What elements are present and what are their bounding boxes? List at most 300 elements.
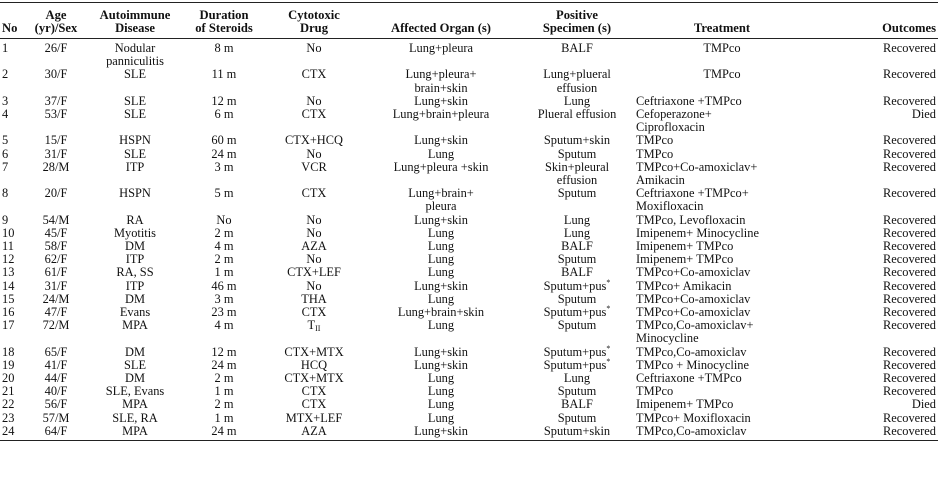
cell-treatment — [634, 68, 810, 94]
cell-drug — [266, 425, 362, 441]
treatment-text: TMPco,Co-amoxiclav+ — [636, 318, 754, 333]
cell-age — [24, 108, 88, 134]
disease-text: SLE — [123, 146, 147, 161]
disease-text: MPA — [122, 423, 148, 438]
outcome-text: Recovered — [883, 41, 936, 55]
disease-text: DM — [125, 371, 145, 386]
age-sex: 64/F — [44, 423, 68, 438]
organ-text: Lung — [427, 146, 455, 161]
specimen-text: Sputum+pus — [543, 278, 607, 293]
outcome-text: Recovered — [883, 133, 936, 148]
disease-text: RA, SS — [116, 265, 154, 280]
table-body — [0, 39, 938, 441]
table-row — [0, 161, 938, 187]
outcome-text: Died — [911, 397, 936, 412]
cell-duration — [182, 425, 266, 441]
specimen-text: BALF — [561, 239, 593, 254]
age-sex: 45/F — [44, 225, 68, 240]
treatment-text: TMPco — [636, 133, 674, 148]
duration-text: No — [216, 212, 232, 227]
header-disease: Autoimmune Disease — [88, 3, 182, 39]
cell-treatment — [634, 161, 810, 187]
specimen-text: Lung — [563, 93, 591, 108]
row-number: 20 — [2, 371, 15, 386]
treatment-text: Ceftriaxone +TMPco — [636, 371, 742, 386]
duration-text: 4 m — [214, 239, 234, 254]
header-no: No — [0, 3, 24, 39]
organ-text: Lung+skin — [414, 133, 468, 148]
outcome-text: Recovered — [883, 239, 936, 254]
cell-age — [24, 161, 88, 187]
disease-text: Myotitis — [114, 225, 156, 240]
specimen-text: Sputum — [557, 146, 597, 161]
duration-text: 5 m — [214, 186, 234, 201]
table-row — [0, 68, 938, 94]
specimen-text: Sputum — [557, 252, 597, 267]
cell-treatment — [634, 425, 810, 441]
disease-text: DM — [125, 344, 145, 359]
age-sex: 47/F — [44, 305, 68, 320]
outcome-text: Recovered — [883, 410, 936, 425]
treatment-text: Imipenem+ Minocycline — [636, 225, 759, 240]
specimen-text: Lung — [563, 371, 591, 386]
drug-text: CTX+MTX — [284, 344, 344, 359]
disease-text: SLE — [123, 357, 147, 372]
disease-text: panniculitis — [106, 54, 164, 69]
age-sex: 53/F — [44, 107, 68, 122]
specimen-text: Sputum — [557, 186, 597, 201]
disease-text: Evans — [119, 305, 151, 320]
cell-disease — [88, 161, 182, 187]
treatment-text: Cefoperazone+ — [636, 107, 712, 122]
drug-text: AZA — [301, 423, 327, 438]
cell-duration — [182, 108, 266, 134]
disease-text: RA — [126, 212, 144, 227]
age-sex: 58/F — [44, 239, 68, 254]
cell-treatment — [634, 187, 810, 213]
age-sex: 37/F — [44, 93, 68, 108]
disease-text: SLE, RA — [112, 410, 158, 425]
organ-text: Lung — [427, 291, 455, 306]
header-outcomes: Outcomes — [810, 3, 938, 39]
age-sex: 30/F — [44, 67, 68, 82]
row-number: 2 — [2, 67, 9, 82]
specimen-text: Sputum+pus — [543, 357, 607, 372]
cell-outcome — [810, 161, 938, 187]
cell-specimen — [520, 108, 634, 134]
outcome-text: Recovered — [883, 305, 936, 320]
duration-text: 2 m — [214, 371, 234, 386]
header-age: Age (yr)/Sex — [24, 3, 88, 39]
outcome-text: Recovered — [883, 186, 936, 201]
outcome-text: Recovered — [883, 371, 936, 386]
drug-text: CTX — [301, 67, 327, 82]
cell-no — [0, 425, 24, 441]
duration-text: 2 m — [214, 397, 234, 412]
cell-age — [24, 39, 88, 69]
outcome-text: Recovered — [883, 212, 936, 227]
cell-duration — [182, 161, 266, 187]
outcome-text: Recovered — [883, 159, 936, 174]
row-number: 14 — [2, 278, 15, 293]
organ-text: Lung+skin — [414, 423, 468, 438]
row-number: 11 — [2, 239, 14, 254]
duration-text: 1 m — [214, 384, 234, 399]
treatment-text: Imipenem+ TMPco — [636, 239, 734, 254]
organ-text: Lung+brain+pleura — [392, 107, 490, 122]
treatment-text: TMPco — [703, 67, 741, 82]
cell-duration — [182, 319, 266, 345]
outcome-text: Recovered — [883, 318, 936, 333]
treatment-text: TMPco+Co-amoxiclav — [636, 291, 751, 306]
row-number: 17 — [2, 318, 15, 333]
disease-text: MPA — [122, 318, 148, 333]
treatment-text: TMPco,Co-amoxiclav — [636, 344, 747, 359]
age-sex: 54/M — [42, 212, 70, 227]
table-row — [0, 39, 938, 69]
outcome-text: Recovered — [883, 344, 936, 359]
row-number: 18 — [2, 344, 15, 359]
duration-text: 2 m — [214, 252, 234, 267]
row-number: 1 — [2, 41, 9, 55]
duration-text: 3 m — [214, 291, 234, 306]
row-number: 16 — [2, 305, 15, 320]
specimen-text: BALF — [561, 41, 593, 55]
specimen-text: Sputum — [557, 318, 597, 333]
outcome-text: Recovered — [883, 252, 936, 267]
cell-drug — [266, 68, 362, 94]
drug-text: No — [306, 252, 322, 267]
age-sex: 28/M — [42, 159, 70, 174]
outcome-text: Recovered — [883, 265, 936, 280]
drug-text: CTX — [301, 305, 327, 320]
age-sex: 44/F — [44, 371, 68, 386]
cell-no — [0, 68, 24, 94]
specimen-text: Lung+plueral — [543, 67, 611, 82]
case-table — [0, 2, 938, 441]
drug-text: No — [306, 41, 322, 55]
cell-no — [0, 161, 24, 187]
cell-outcome — [810, 319, 938, 345]
table-row — [0, 425, 938, 441]
duration-text: 24 m — [211, 423, 237, 438]
drug-text: No — [306, 93, 322, 108]
row-number: 13 — [2, 265, 15, 280]
treatment-text: TMPco, Levofloxacin — [636, 212, 746, 227]
cell-duration — [182, 39, 266, 69]
organ-text: Lung — [427, 252, 455, 267]
age-sex: 65/F — [44, 344, 68, 359]
duration-text: 46 m — [211, 278, 237, 293]
cell-specimen — [520, 187, 634, 213]
drug-text: CTX+LEF — [287, 265, 341, 280]
disease-text: SLE — [123, 93, 147, 108]
drug-text: AZA — [301, 239, 327, 254]
outcome-text: Died — [911, 107, 936, 122]
specimen-text: Sputum — [557, 291, 597, 306]
organ-text: Lung — [427, 397, 455, 412]
cell-specimen — [520, 39, 634, 69]
treatment-text: Ceftriaxone +TMPco+ — [636, 186, 749, 201]
treatment-text: Ciprofloxacin — [636, 120, 705, 135]
row-number: 22 — [2, 397, 15, 412]
cell-outcome — [810, 108, 938, 134]
organ-text: Lung — [427, 265, 455, 280]
age-sex: 56/F — [44, 397, 68, 412]
organ-text: Lung+pleura — [408, 41, 474, 55]
treatment-text: Imipenem+ TMPco — [636, 252, 734, 267]
row-number: 24 — [2, 423, 15, 438]
drug-text: CTX+HCQ — [285, 133, 343, 148]
row-number: 4 — [2, 107, 9, 122]
row-number: 15 — [2, 291, 15, 306]
duration-text: 2 m — [214, 225, 234, 240]
cell-no — [0, 319, 24, 345]
row-number: 10 — [2, 225, 15, 240]
table-row — [0, 108, 938, 134]
disease-text: SLE, Evans — [105, 384, 165, 399]
footnote-asterisk: * — [606, 343, 611, 353]
cell-treatment — [634, 319, 810, 345]
cell-age — [24, 187, 88, 213]
treatment-text: Imipenem+ TMPco — [636, 397, 734, 412]
age-sex: 31/F — [44, 146, 68, 161]
duration-text: 1 m — [214, 265, 234, 280]
specimen-text: Sputum+pus — [543, 344, 607, 359]
treatment-text: Amikacin — [636, 173, 685, 188]
drug-text: HCQ — [300, 357, 328, 372]
row-number: 12 — [2, 252, 15, 267]
organ-text: Lung+skin — [414, 93, 468, 108]
header-duration: Duration of Steroids — [182, 3, 266, 39]
row-number: 5 — [2, 133, 9, 148]
disease-text: SLE — [123, 67, 147, 82]
cell-specimen — [520, 319, 634, 345]
row-number: 23 — [2, 410, 15, 425]
cell-disease — [88, 39, 182, 69]
duration-text: 6 m — [214, 107, 234, 122]
footnote-asterisk: * — [606, 356, 611, 366]
header-treatment: Treatment — [634, 3, 810, 39]
duration-text: 1 m — [214, 410, 234, 425]
cell-no — [0, 39, 24, 69]
treatment-text: TMPco+Co-amoxiclav+ — [636, 159, 758, 174]
disease-text: HSPN — [119, 133, 151, 148]
header-organ: Affected Organ (s) — [362, 3, 520, 39]
organ-text: brain+skin — [414, 80, 468, 95]
cell-duration — [182, 68, 266, 94]
disease-text: ITP — [125, 159, 145, 174]
duration-text: 11 m — [211, 67, 237, 82]
age-sex: 41/F — [44, 357, 68, 372]
treatment-text: TMPco+ Moxifloxacin — [636, 410, 751, 425]
organ-text: Lung+brain+ — [408, 186, 474, 201]
disease-text: ITP — [125, 252, 145, 267]
row-number: 9 — [2, 212, 9, 227]
disease-text: ITP — [125, 278, 145, 293]
footnote-asterisk: * — [606, 277, 611, 287]
table-row — [0, 319, 938, 345]
cell-outcome — [810, 425, 938, 441]
drug-text: THA — [301, 291, 327, 306]
drug-text: CTX — [301, 186, 327, 201]
treatment-text: TMPco+Co-amoxiclav — [636, 265, 751, 280]
organ-text: Lung+pleura+ — [405, 67, 477, 82]
cell-drug — [266, 108, 362, 134]
specimen-text: Sputum+skin — [543, 423, 611, 438]
outcome-text: Recovered — [883, 357, 936, 372]
cell-disease — [88, 425, 182, 441]
disease-text: Nodular — [114, 41, 156, 55]
duration-text: 3 m — [214, 159, 234, 174]
age-sex: 40/F — [44, 384, 68, 399]
disease-text: SLE — [123, 107, 147, 122]
outcome-text: Recovered — [883, 384, 936, 399]
cell-organ — [362, 161, 520, 187]
duration-text: 8 m — [214, 41, 234, 55]
organ-text: Lung+skin — [414, 212, 468, 227]
disease-text: HSPN — [119, 186, 151, 201]
cell-duration — [182, 187, 266, 213]
age-sex: 24/M — [42, 291, 70, 306]
age-sex: 72/M — [42, 318, 70, 333]
disease-text: DM — [125, 291, 145, 306]
organ-text: Lung+pleura +skin — [393, 159, 489, 174]
drug-text: VCR — [301, 159, 327, 174]
duration-text: 4 m — [214, 318, 234, 333]
organ-text: Lung — [427, 384, 455, 399]
treatment-text: Moxifloxacin — [636, 199, 704, 214]
specimen-text: Lung — [563, 225, 591, 240]
treatment-text: TMPco+Co-amoxiclav — [636, 305, 751, 320]
duration-text: 12 m — [211, 344, 237, 359]
drug-text: No — [306, 278, 322, 293]
organ-text: Lung — [427, 371, 455, 386]
drug-text: CTX — [301, 384, 327, 399]
drug-subscript: II — [315, 324, 321, 334]
header-drug: Cytotoxic Drug — [266, 3, 362, 39]
drug-text: No — [306, 212, 322, 227]
age-sex: 15/F — [44, 133, 68, 148]
organ-text: Lung — [427, 410, 455, 425]
disease-text: MPA — [122, 397, 148, 412]
treatment-text: Minocycline — [636, 331, 699, 346]
duration-text: 60 m — [211, 133, 237, 148]
organ-text: Lung — [427, 225, 455, 240]
specimen-text: BALF — [561, 265, 593, 280]
treatment-text: TMPco — [636, 384, 674, 399]
age-sex: 61/F — [44, 265, 68, 280]
specimen-text: effusion — [556, 173, 598, 188]
outcome-text: Recovered — [883, 67, 936, 82]
cell-specimen — [520, 161, 634, 187]
cell-drug — [266, 319, 362, 345]
cell-outcome — [810, 68, 938, 94]
organ-text: Lung — [427, 239, 455, 254]
cell-disease — [88, 68, 182, 94]
drug-text: CTX — [301, 107, 327, 122]
specimen-text: BALF — [561, 397, 593, 412]
treatment-text: TMPco + Minocycline — [636, 357, 749, 372]
cell-drug — [266, 187, 362, 213]
specimen-text: Plueral effusion — [537, 107, 617, 122]
cell-no — [0, 187, 24, 213]
cell-drug — [266, 161, 362, 187]
row-number: 8 — [2, 186, 9, 201]
cell-outcome — [810, 187, 938, 213]
drug-text: CTX+MTX — [284, 371, 344, 386]
specimen-text: Sputum+skin — [543, 133, 611, 148]
cell-disease — [88, 187, 182, 213]
age-sex: 26/F — [44, 41, 68, 55]
specimen-text: Sputum — [557, 410, 597, 425]
organ-text: Lung+skin — [414, 344, 468, 359]
drug-text: No — [306, 146, 322, 161]
cell-drug — [266, 39, 362, 69]
cell-age — [24, 68, 88, 94]
cell-specimen — [520, 68, 634, 94]
specimen-text: Lung — [563, 212, 591, 227]
outcome-text: Recovered — [883, 423, 936, 438]
duration-text: 24 m — [211, 146, 237, 161]
header-specimen: Positive Specimen (s) — [520, 3, 634, 39]
cell-disease — [88, 108, 182, 134]
cell-disease — [88, 319, 182, 345]
specimen-text: effusion — [556, 80, 598, 95]
footnote-asterisk: * — [606, 304, 611, 314]
treatment-text: Ceftriaxone +TMPco — [636, 93, 742, 108]
age-sex: 20/F — [44, 186, 68, 201]
drug-text: T — [307, 318, 316, 333]
age-sex: 57/M — [42, 410, 70, 425]
duration-text: 24 m — [211, 357, 237, 372]
organ-text: Lung — [427, 318, 455, 333]
cell-organ — [362, 425, 520, 441]
organ-text: pleura — [425, 199, 457, 214]
table-row — [0, 187, 938, 213]
cell-no — [0, 108, 24, 134]
age-sex: 62/F — [44, 252, 68, 267]
row-number: 3 — [2, 93, 9, 108]
drug-text: MTX+LEF — [285, 410, 343, 425]
organ-text: Lung+brain+skin — [397, 305, 485, 320]
treatment-text: TMPco — [703, 41, 741, 55]
specimen-text: Sputum — [557, 384, 597, 399]
row-number: 19 — [2, 357, 15, 372]
cell-organ — [362, 68, 520, 94]
duration-text: 23 m — [211, 305, 237, 320]
cell-age — [24, 425, 88, 441]
drug-text: CTX — [301, 397, 327, 412]
cell-organ — [362, 39, 520, 69]
treatment-text: TMPco,Co-amoxiclav — [636, 423, 747, 438]
disease-text: DM — [125, 239, 145, 254]
cell-organ — [362, 108, 520, 134]
cell-organ — [362, 187, 520, 213]
outcome-text: Recovered — [883, 93, 936, 108]
outcome-text: Recovered — [883, 278, 936, 293]
organ-text: Lung+skin — [414, 278, 468, 293]
cell-specimen — [520, 425, 634, 441]
outcome-text: Recovered — [883, 291, 936, 306]
cell-age — [24, 319, 88, 345]
specimen-text: Skin+pleural — [544, 159, 610, 174]
outcome-text: Recovered — [883, 225, 936, 240]
treatment-text: TMPco — [636, 146, 674, 161]
cell-outcome — [810, 39, 938, 69]
row-number: 6 — [2, 146, 9, 161]
row-number: 21 — [2, 384, 15, 399]
